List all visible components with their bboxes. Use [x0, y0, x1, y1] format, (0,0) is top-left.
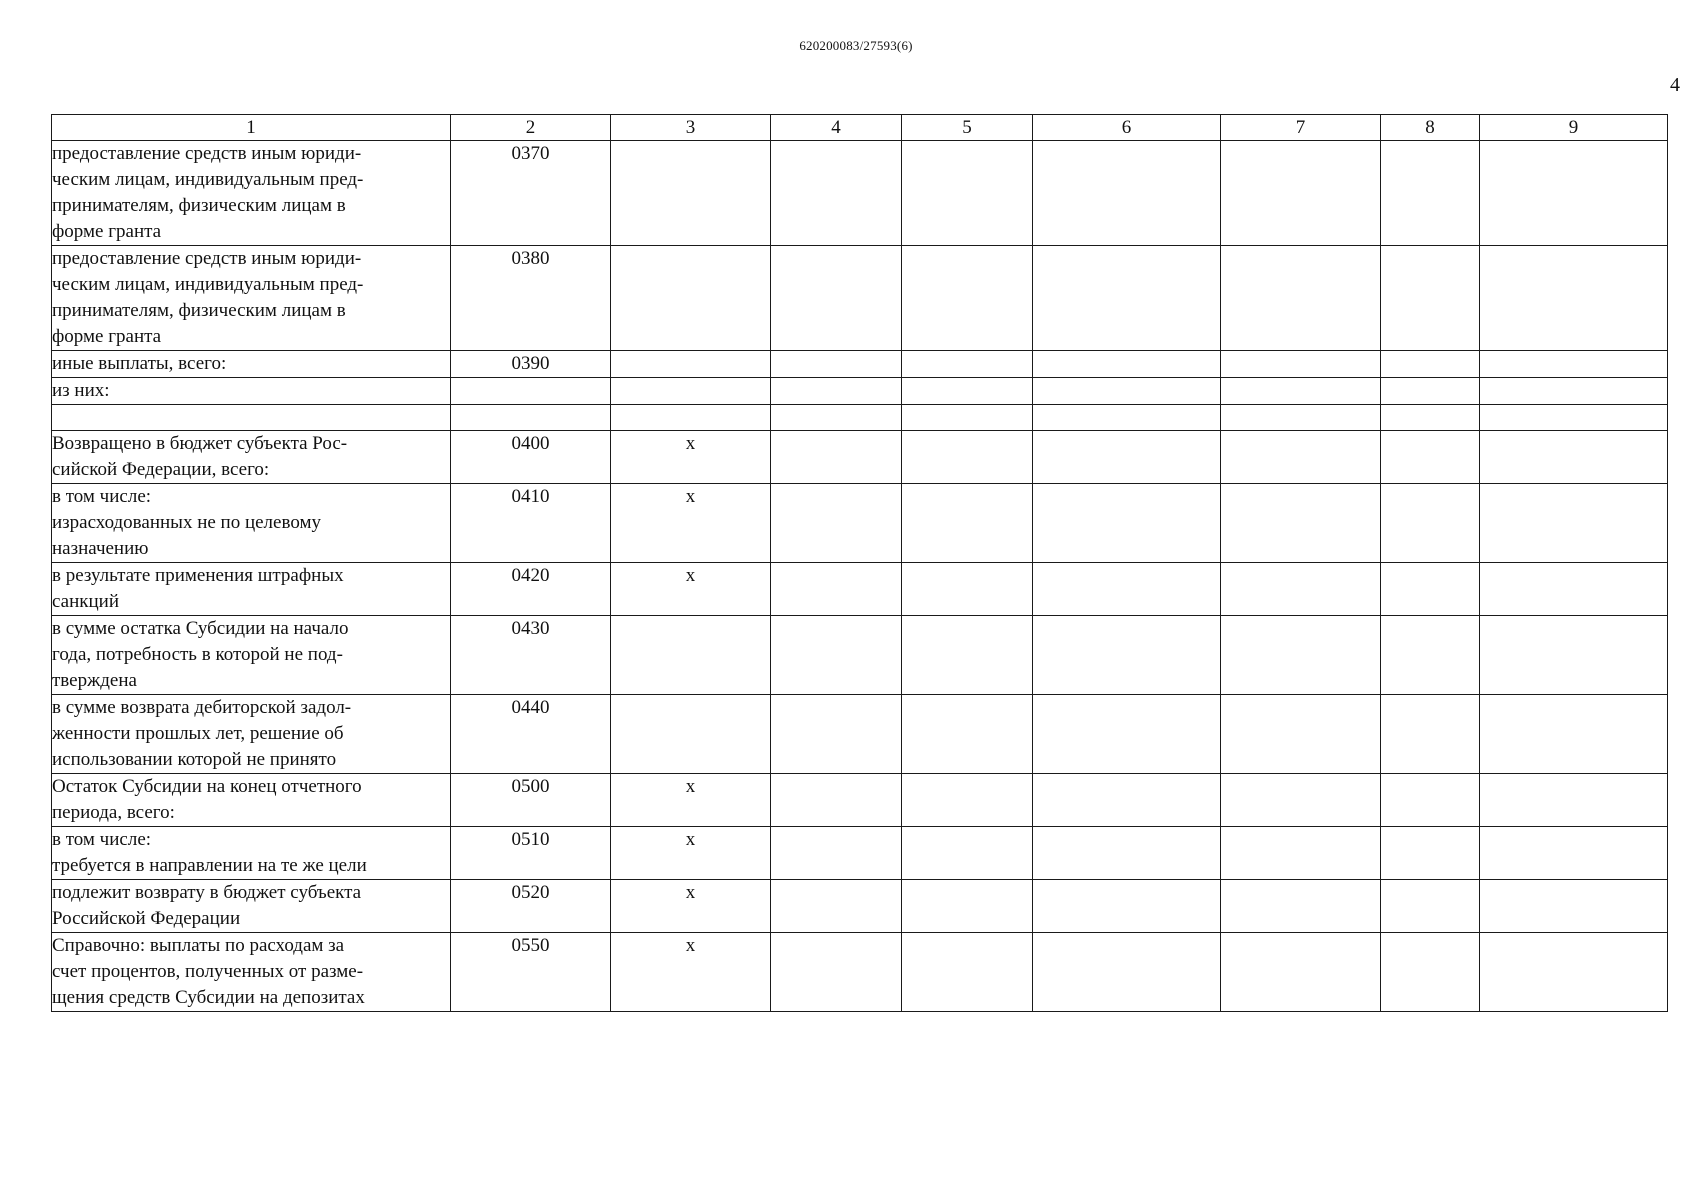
empty-cell — [1381, 141, 1480, 246]
empty-cell — [771, 484, 902, 563]
description-line: щения средств Субсидии на депозитах — [52, 987, 365, 1008]
empty-cell — [1033, 431, 1221, 484]
description-line: использовании которой не принято — [52, 749, 337, 770]
row-description — [52, 378, 451, 405]
empty-cell — [771, 880, 902, 933]
description-line: в том числе: — [52, 829, 152, 850]
empty-cell — [1480, 616, 1668, 695]
description-line: в том числе: — [52, 486, 152, 507]
empty-cell — [1381, 616, 1480, 695]
row-code: 0420 — [451, 563, 611, 616]
table-row — [52, 880, 1668, 933]
column-header: 9 — [1480, 115, 1668, 141]
empty-cell — [771, 695, 902, 774]
row-col3-mark — [611, 405, 771, 431]
description-line: Возвращено в бюджет субъекта Рос- — [52, 433, 348, 454]
row-col3-mark: x — [611, 484, 771, 563]
empty-cell — [902, 351, 1033, 378]
empty-cell — [1381, 351, 1480, 378]
row-description — [52, 774, 451, 827]
description-line: в результате применения штрафных — [52, 565, 344, 586]
empty-cell — [1480, 405, 1668, 431]
column-header: 7 — [1221, 115, 1381, 141]
row-description — [52, 431, 451, 484]
empty-cell — [1221, 933, 1381, 1012]
empty-cell — [1480, 563, 1668, 616]
empty-cell — [902, 246, 1033, 351]
empty-cell — [1480, 246, 1668, 351]
column-number-row — [52, 115, 1668, 141]
empty-cell — [1221, 351, 1381, 378]
description-line: ческим лицам, индивидуальным пред- — [52, 169, 364, 190]
empty-cell — [1033, 246, 1221, 351]
row-col3-mark: x — [611, 563, 771, 616]
row-code: 0500 — [451, 774, 611, 827]
description-line: иные выплаты, всего: — [52, 353, 227, 374]
empty-cell — [771, 405, 902, 431]
row-code: 0550 — [451, 933, 611, 1012]
row-code: 0430 — [451, 616, 611, 695]
description-line: года, потребность в которой не под- — [52, 644, 343, 665]
row-col3-mark — [611, 351, 771, 378]
empty-cell — [902, 141, 1033, 246]
empty-cell — [902, 933, 1033, 1012]
description-line: из них: — [52, 380, 110, 401]
empty-cell — [1221, 405, 1381, 431]
empty-cell — [1381, 378, 1480, 405]
empty-cell — [771, 827, 902, 880]
table-row — [52, 484, 1668, 563]
empty-cell — [1033, 880, 1221, 933]
row-description — [52, 880, 451, 933]
empty-cell — [1221, 695, 1381, 774]
row-col3-mark — [611, 378, 771, 405]
empty-cell — [1480, 933, 1668, 1012]
row-code: 0410 — [451, 484, 611, 563]
description-line: периода, всего: — [52, 802, 175, 823]
empty-cell — [1221, 141, 1381, 246]
empty-cell — [1221, 563, 1381, 616]
row-description — [52, 933, 451, 1012]
empty-cell — [1033, 616, 1221, 695]
row-code: 0440 — [451, 695, 611, 774]
description-line: Российской Федерации — [52, 908, 241, 929]
description-line: форме гранта — [52, 221, 162, 242]
empty-cell — [1221, 246, 1381, 351]
row-description — [52, 246, 451, 351]
row-col3-mark — [611, 695, 771, 774]
row-description — [52, 351, 451, 378]
description-line: израсходованных не по целевому — [52, 512, 321, 533]
empty-cell — [1381, 695, 1480, 774]
table-row — [52, 405, 1668, 431]
column-header: 8 — [1381, 115, 1480, 141]
row-description — [52, 616, 451, 695]
description-line: предоставление средств иным юриди- — [52, 248, 362, 269]
row-col3-mark: x — [611, 880, 771, 933]
table-row — [52, 563, 1668, 616]
column-header: 1 — [52, 115, 451, 141]
empty-cell — [771, 563, 902, 616]
table-row — [52, 431, 1668, 484]
empty-cell — [1033, 933, 1221, 1012]
empty-cell — [771, 933, 902, 1012]
row-col3-mark: x — [611, 774, 771, 827]
description-line: женности прошлых лет, решение об — [52, 723, 344, 744]
description-line: санкций — [52, 591, 120, 612]
description-line: сийской Федерации, всего: — [52, 459, 270, 480]
empty-cell — [1221, 880, 1381, 933]
column-header: 6 — [1033, 115, 1221, 141]
description-line: требуется в направлении на те же цели — [52, 855, 367, 876]
empty-cell — [771, 616, 902, 695]
empty-cell — [1381, 484, 1480, 563]
empty-cell — [1381, 431, 1480, 484]
document-id: 620200083/27593(6) — [799, 38, 913, 53]
empty-cell — [902, 431, 1033, 484]
row-code: 0390 — [451, 351, 611, 378]
table-row — [52, 774, 1668, 827]
column-header: 3 — [611, 115, 771, 141]
description-line: принимателям, физическим лицам в — [52, 195, 346, 216]
row-col3-mark: x — [611, 933, 771, 1012]
empty-cell — [1381, 933, 1480, 1012]
empty-cell — [902, 880, 1033, 933]
row-description — [52, 484, 451, 563]
empty-cell — [771, 141, 902, 246]
row-code — [451, 378, 611, 405]
empty-cell — [1480, 774, 1668, 827]
empty-cell — [1480, 827, 1668, 880]
empty-cell — [1033, 351, 1221, 378]
row-code: 0520 — [451, 880, 611, 933]
empty-cell — [1033, 141, 1221, 246]
empty-cell — [902, 405, 1033, 431]
table-row — [52, 378, 1668, 405]
description-line: в сумме остатка Субсидии на начало — [52, 618, 349, 639]
empty-cell — [1221, 774, 1381, 827]
empty-cell — [902, 616, 1033, 695]
empty-cell — [1221, 484, 1381, 563]
description-line: подлежит возврату в бюджет субъекта — [52, 882, 362, 903]
description-line: тверждена — [52, 670, 137, 691]
empty-cell — [1033, 827, 1221, 880]
empty-cell — [1033, 378, 1221, 405]
description-line: Справочно: выплаты по расходам за — [52, 935, 345, 956]
table-row — [52, 351, 1668, 378]
empty-cell — [1221, 616, 1381, 695]
empty-cell — [1381, 405, 1480, 431]
page-number: 4 — [1670, 74, 1680, 96]
empty-cell — [771, 351, 902, 378]
row-col3-mark: x — [611, 431, 771, 484]
empty-cell — [902, 695, 1033, 774]
row-col3-mark — [611, 616, 771, 695]
row-description — [52, 695, 451, 774]
empty-cell — [1381, 563, 1480, 616]
empty-cell — [1480, 351, 1668, 378]
empty-cell — [1033, 563, 1221, 616]
empty-cell — [1221, 827, 1381, 880]
empty-cell — [1480, 431, 1668, 484]
empty-cell — [902, 378, 1033, 405]
description-line: назначению — [52, 538, 149, 559]
row-description — [52, 141, 451, 246]
empty-cell — [1480, 378, 1668, 405]
table-row — [52, 695, 1668, 774]
empty-cell — [1480, 484, 1668, 563]
table-row — [52, 246, 1668, 351]
empty-cell — [771, 774, 902, 827]
empty-cell — [1033, 484, 1221, 563]
empty-cell — [771, 246, 902, 351]
row-description — [52, 563, 451, 616]
description-line: предоставление средств иным юриди- — [52, 143, 362, 164]
empty-cell — [1480, 880, 1668, 933]
empty-cell — [771, 431, 902, 484]
empty-cell — [902, 563, 1033, 616]
description-line: принимателям, физическим лицам в — [52, 300, 346, 321]
empty-cell — [1033, 774, 1221, 827]
report-table-body — [52, 141, 1668, 1012]
empty-cell — [902, 484, 1033, 563]
row-code — [451, 405, 611, 431]
empty-cell — [1381, 774, 1480, 827]
empty-cell — [1381, 246, 1480, 351]
column-header: 2 — [451, 115, 611, 141]
empty-cell — [1221, 378, 1381, 405]
empty-cell — [1033, 405, 1221, 431]
table-row — [52, 141, 1668, 246]
description-line: в сумме возврата дебиторской задол- — [52, 697, 352, 718]
row-col3-mark: x — [611, 827, 771, 880]
row-col3-mark — [611, 246, 771, 351]
description-line — [52, 405, 450, 430]
row-description — [52, 827, 451, 880]
empty-cell — [1480, 695, 1668, 774]
report-table — [51, 114, 1668, 1012]
empty-cell — [1381, 827, 1480, 880]
row-code: 0400 — [451, 431, 611, 484]
empty-cell — [771, 378, 902, 405]
empty-cell — [1221, 431, 1381, 484]
row-code: 0380 — [451, 246, 611, 351]
row-col3-mark — [611, 141, 771, 246]
column-header: 5 — [902, 115, 1033, 141]
table-row — [52, 827, 1668, 880]
description-line: Остаток Субсидии на конец отчетного — [52, 776, 362, 797]
table-row — [52, 933, 1668, 1012]
column-header: 4 — [771, 115, 902, 141]
empty-cell — [1033, 695, 1221, 774]
description-line: ческим лицам, индивидуальным пред- — [52, 274, 364, 295]
row-description — [52, 405, 451, 431]
empty-cell — [1480, 141, 1668, 246]
row-code: 0370 — [451, 141, 611, 246]
empty-cell — [1381, 880, 1480, 933]
empty-cell — [902, 774, 1033, 827]
empty-cell — [902, 827, 1033, 880]
row-code: 0510 — [451, 827, 611, 880]
description-line: форме гранта — [52, 326, 162, 347]
description-line: счет процентов, полученных от разме- — [52, 961, 364, 982]
table-row — [52, 616, 1668, 695]
